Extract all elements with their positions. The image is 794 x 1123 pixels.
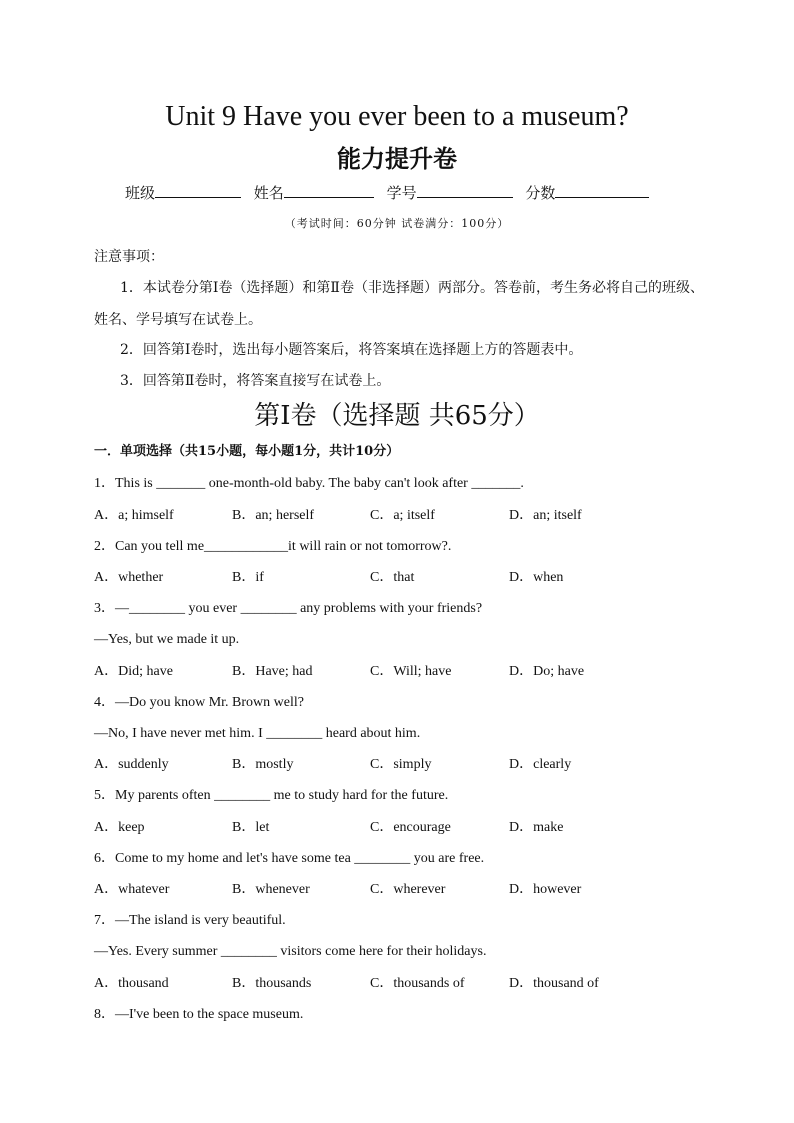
option-b: B．an; herself [232,508,315,523]
option-a: A．suddenly [94,757,169,772]
option-a: A．keep [94,820,145,835]
option-b: B．if [232,570,264,585]
time-note: （考试时间：60分钟 试卷满分：100分） [284,217,510,230]
note-item: 姓名、学号填写在试卷上。 [94,312,262,328]
option-b: B．let [232,820,270,835]
field-blank-score[interactable] [555,183,649,198]
option-d: D．make [509,820,564,835]
question-stem: 6．Come to my home and let's have some tea ________ you are free. [94,851,485,866]
option-a: A．whether [94,570,164,585]
field-blank-name[interactable] [284,183,374,198]
question-stem: 7．—The island is very beautiful. [94,913,286,928]
field-blank-student-id[interactable] [417,183,513,198]
question-stem: 4．—Do you know Mr. Brown well? [94,695,304,710]
option-c: C．encourage [370,820,451,835]
field-blank-class[interactable] [155,183,241,198]
option-b: B．whenever [232,882,310,897]
question-stem: 5．My parents often ________ me to study hard for the future. [94,788,449,803]
option-c: C．that [370,570,415,585]
note-item: 2．回答第Ⅰ卷时，选出每小题答案后，将答案填在选择题上方的答题表中。 [120,342,583,358]
option-c: C．a; itself [370,508,435,523]
option-d: D．clearly [509,757,572,772]
option-b: B．thousands [232,976,312,991]
option-a: A．Did; have [94,664,173,679]
option-c: C．wherever [370,882,446,897]
option-c: C．Will; have [370,664,452,679]
field-label-student-id: 学号 [386,184,417,202]
question-stem: 8．—I've been to the space museum. [94,1007,304,1022]
option-d: D．an; itself [509,508,582,523]
option-d: D．when [509,570,564,585]
option-a: A．thousand [94,976,169,991]
question-line: —Yes. Every summer ________ visitors come here for their holidays. [94,944,487,959]
question-stem: 2．Can you tell me____________it will rain or not tomorrow?. [94,539,452,554]
field-label-score: 分数 [525,184,556,202]
option-d: D．thousand of [509,976,599,991]
page-subtitle: 能力提升卷 [337,145,457,173]
question-line: —No, I have never met him. I ________ heard about him. [94,726,421,741]
option-c: C．simply [370,757,432,772]
question-stem: 1．This is _______ one-month-old baby. The baby can't look after _______. [94,476,524,491]
question-stem: 3．—________ you ever ________ any problems with your friends? [94,601,483,616]
student-info-fields [125,182,657,204]
option-a: A．whatever [94,882,170,897]
page-title: Unit 9 Have you ever been to a museum? [165,101,629,132]
field-label-class: 班级 [125,184,156,202]
option-b: B．Have; had [232,664,313,679]
option-d: D．however [509,882,582,897]
option-b: B．mostly [232,757,294,772]
option-a: A．a; himself [94,508,174,523]
option-d: D．Do; have [509,664,585,679]
question-line: —Yes, but we made it up. [94,632,240,647]
notes-heading: 注意事项： [94,249,164,265]
option-c: C．thousands of [370,976,465,991]
note-item: 1．本试卷分第Ⅰ卷（选择题）和第Ⅱ卷（非选择题）两部分。答卷前，考生务必将自己的班级、 [120,280,704,296]
part-heading: 一．单项选择（共15小题，每小题1分，共计10分） [94,444,400,459]
note-item: 3．回答第Ⅱ卷时，将答案直接写在试卷上。 [120,373,391,389]
section-title: 第Ⅰ卷（选择题 共65分） [254,401,540,431]
field-label-name: 姓名 [253,184,284,202]
